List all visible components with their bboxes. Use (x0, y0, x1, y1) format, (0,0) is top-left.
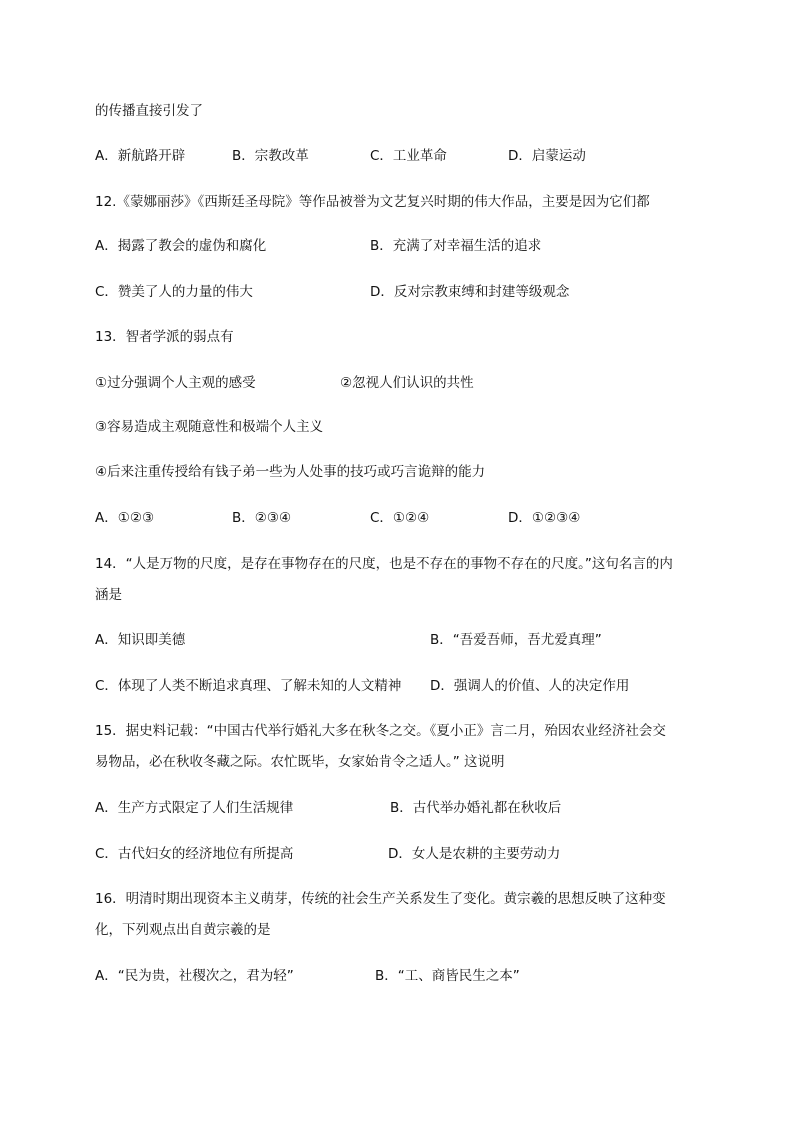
option-a: A．知识即美德 (95, 632, 186, 648)
option-d: D．女人是农耕的主要劳动力 (388, 846, 561, 862)
question-16-stem-line2: 化，下列观点出自黄宗羲的是 (95, 922, 271, 938)
option-d: D．①②③④ (508, 510, 581, 526)
option-c: C．古代妇女的经济地位有所提高 (95, 846, 294, 862)
option-a: A．“民为贵，社稷次之，君为轻” (95, 968, 294, 984)
question-16-stem-line1: 16．明清时期出现资本主义萌芽，传统的社会生产关系发生了变化。黄宗羲的思想反映了这种变 (95, 891, 666, 907)
question-14-stem-line2: 涵是 (95, 587, 122, 603)
option-c: C．①②④ (370, 510, 430, 526)
question-15-stem-line2: 易物品，必在秋收冬藏之际。农忙既毕，女家始肯令之适人。” 这说明 (95, 754, 505, 770)
option-a: A．生产方式限定了人们生活规律 (95, 800, 294, 816)
option-b: B．②③④ (232, 510, 292, 526)
question-13-statement-4: ④后来注重传授给有钱子弟一些为人处事的技巧或巧言诡辩的能力 (95, 464, 486, 480)
question-11-stem-tail: 的传播直接引发了 (95, 103, 203, 119)
statement-1: ①过分强调个人主观的感受 (95, 375, 256, 391)
question-13-stem: 13．智者学派的弱点有 (95, 329, 234, 345)
option-b: B．充满了对幸福生活的追求 (370, 238, 542, 254)
option-d: D．强调人的价值、人的决定作用 (430, 678, 630, 694)
option-b: B．“工、商皆民生之本” (375, 968, 520, 984)
option-a: A．①②③ (95, 510, 155, 526)
option-b: B．“吾爱吾师，吾尤爱真理” (430, 632, 602, 648)
option-b: B．宗教改革 (232, 148, 309, 164)
option-c: C．工业革命 (370, 148, 447, 164)
question-15-stem-line1: 15．据史料记载：“中国古代举行婚礼大多在秋冬之交。《夏小正》言二月，殆因农业经济社会交 (95, 723, 666, 739)
question-12-stem: 12.《蒙娜丽莎》《西斯廷圣母院》等作品被誉为文艺复兴时期的伟大作品，主要是因为它们都 (95, 194, 650, 210)
question-13-statement-3: ③容易造成主观随意性和极端个人主义 (95, 419, 324, 435)
option-d: D．反对宗教束缚和封建等级观念 (370, 284, 570, 300)
option-c: C．赞美了人的力量的伟大 (95, 284, 253, 300)
statement-2: ②忽视人们认识的共性 (340, 375, 474, 391)
option-a: A．揭露了教会的虚伪和腐化 (95, 238, 267, 254)
option-a: A．新航路开辟 (95, 148, 186, 164)
option-b: B．古代举办婚礼都在秋收后 (390, 800, 562, 816)
question-14-stem-line1: 14．“人是万物的尺度，是存在事物存在的尺度，也是不存在的事物不存在的尺度。”这句名言的内 (95, 556, 673, 572)
option-d: D．启蒙运动 (508, 148, 586, 164)
option-c: C．体现了人类不断追求真理、了解未知的人文精神 (95, 678, 402, 694)
